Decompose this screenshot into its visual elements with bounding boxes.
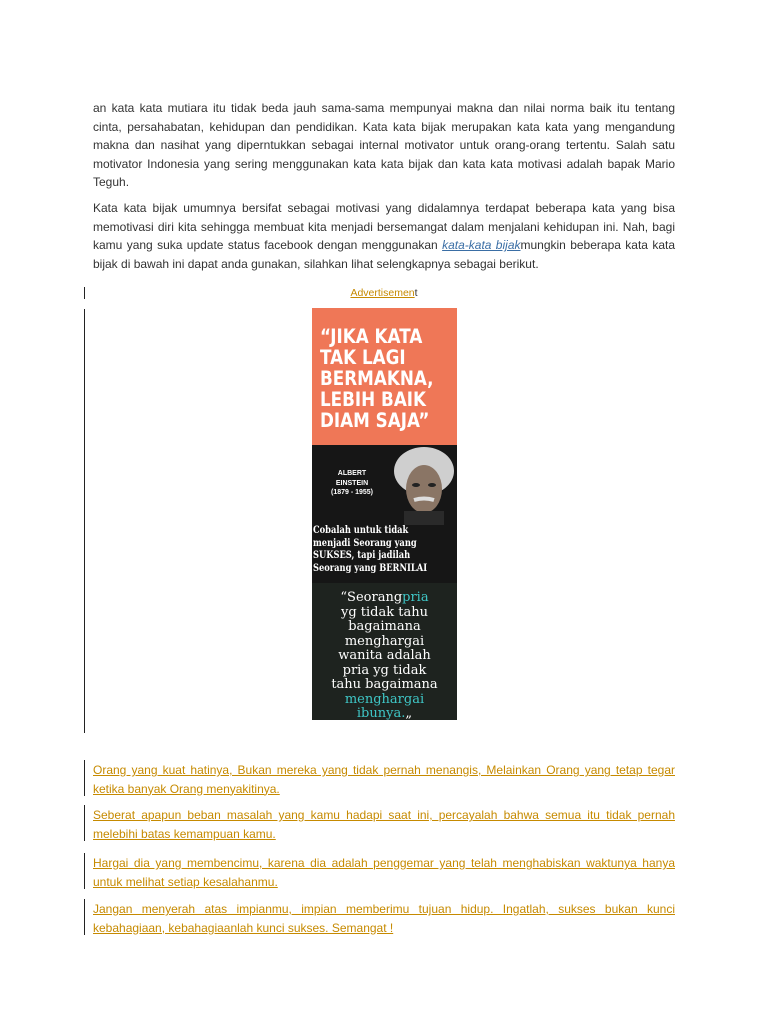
- q3-e: bagaimana: [348, 619, 421, 634]
- paragraph-text-end: mungkin beberapa kata kata bijak di bawah ini dapat anda gunakan, silahkan lihat selengkapnya sebagai berikut.: [93, 238, 676, 271]
- einstein-name-1: ALBERT: [337, 470, 367, 477]
- einstein-name-2: EINSTEIN: [335, 479, 369, 487]
- quote-link-3[interactable]: Hargai dia yang membencimu, karena dia adalah penggemar yang telah menghabiskan waktunya hanya untuk melihat setiap kesalahanmu.: [93, 856, 675, 889]
- q3-h: pria yg tidak: [342, 662, 427, 678]
- q3-i: tahu bagaimana: [331, 677, 438, 692]
- q3-f: menghargai: [344, 633, 425, 649]
- left-border-line: [84, 309, 85, 733]
- quote-link-2[interactable]: Seberat apapun beban masalah yang kamu hadapi saat ini, percayalah bahwa semua itu tidak pernah melebihi batas kemampuan kamu.: [93, 808, 675, 841]
- intro-paragraph: an kata kata mutiara itu tidak beda jauh sama-sama mempunyai makna dan nilai norma baik itu tentang cinta, persahabatan, kehidupan dan pendidikan. Kata kata bijak merupakan kata kata yang mengandung makna dan nasihat yang diperntukkan sebagai internal motivator untuk orang-orang tertentu. Salah satu motivator Indonesia yang sering menggunakan kata kata bijak dan kata kata motivasi adalah bapak Mario Teguh.: [93, 101, 675, 189]
- q3-g: wanita adalah: [338, 648, 431, 663]
- q3-a: “Seorang: [340, 590, 403, 605]
- poster-quote-sukses: Cobalah untuk tidak menjadi Seorang yang SUKSES, tapi jadilah Seorang yang BERNILAI: [313, 525, 428, 574]
- advertisement-link[interactable]: Advertisemen: [350, 287, 415, 299]
- poster-panel-diam: [312, 308, 457, 445]
- einstein-years: (1879 - 1955): [330, 489, 374, 496]
- poster-quote-pria: [312, 591, 457, 720]
- q3-b: pria: [402, 590, 429, 605]
- q3-j: menghargai: [344, 691, 425, 707]
- poster-panel-einstein: [312, 445, 457, 583]
- quote-border-2: [84, 805, 85, 841]
- quote-poster-image: [312, 308, 457, 720]
- motivation-paragraph: [93, 199, 675, 273]
- q3-k: ibunya.: [356, 706, 406, 720]
- poster-quote-diam: “JIKA KATA TAK LAGI BERMAKNA, LEBIH BAIK DIAM SAJA”: [320, 325, 434, 432]
- quote-link-1[interactable]: Orang yang kuat hatinya, Bukan mereka yang tidak pernah menangis, Melainkan Orang yang tetap tegar ketika banyak Orang menyakitinya.: [93, 763, 675, 796]
- advertisement-label: [0, 287, 768, 299]
- quote-border-3: [84, 853, 85, 889]
- einstein-caption: [322, 469, 382, 498]
- quote-border-4: [84, 899, 85, 935]
- kata-bijak-link[interactable]: kata-kata bijak: [442, 238, 521, 252]
- quote-link-4[interactable]: Jangan menyerah atas impianmu, impian memberimu tujuan hidup. Ingatlah, sukses bukan kunci kebahagiaan, kebahagiaanlah kunci sukses. Semangat !: [93, 902, 675, 935]
- quote-border-1: [84, 760, 85, 796]
- paragraph-text-start: Kata kata bijak umumnya bersifat sebagai motivasi yang didalamnya terdapat beberapa kata yang bisa memotivasi diri kita sehingga membuat kita menjadi bersemangat dalam menjalani kehidupan ini. Nah, bagi kamu yang suka update status facebook dengan menggunakan: [93, 201, 675, 252]
- q3-c: yg tidak: [340, 604, 395, 620]
- advertisement-label-tail: t: [414, 287, 418, 299]
- q3-l: „: [405, 706, 413, 720]
- einstein-portrait-icon: [390, 445, 457, 525]
- q3-d: tahu: [398, 604, 428, 620]
- poster-panel-pria: [312, 583, 457, 720]
